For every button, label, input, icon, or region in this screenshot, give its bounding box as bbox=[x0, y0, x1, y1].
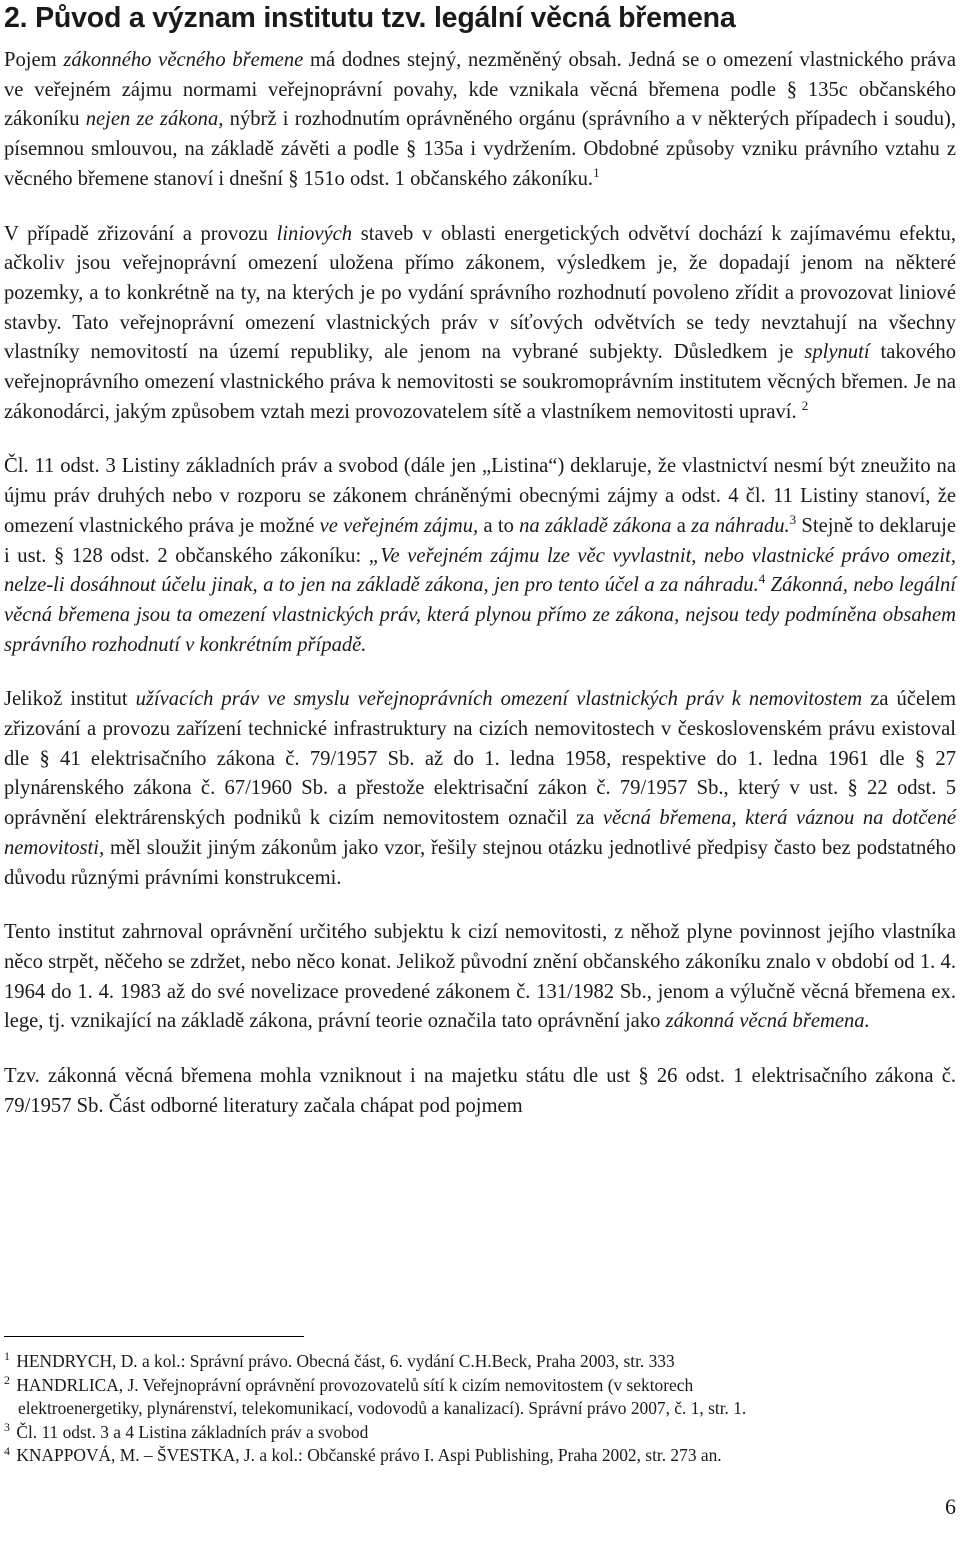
text-run: V případě zřizování a provozu bbox=[4, 222, 277, 245]
page-number: 6 bbox=[945, 1494, 956, 1519]
footnote-4 bbox=[4, 1444, 956, 1468]
italic-run: liniových bbox=[276, 222, 353, 245]
text-run: staveb v oblasti energetických odvětví dochází k zajímavému efektu, ačkoliv jsou veřejnoprávní omezení uložena přímo zákonem, výsledkem je, že dopadají jenom na některé pozemky, a to konkrétně na ty, na kterých je po vydání správního rozhodnutí povoleno zřídit a provozovat liniové stavby. Tato veřejnoprávní omezení vlastnických práv v síťových odvětvích se tedy nevztahují na všechny vlastníky nemovitostí na území republiky, ale jenom na vybrané subjekty. Důsledkem je bbox=[4, 222, 956, 364]
italic-run: nejen ze zákona, bbox=[85, 108, 224, 131]
italic-run: zákonná věcná břemena. bbox=[665, 1010, 870, 1033]
footnote-text: HENDRYCH, D. a kol.: Správní právo. Obecná část, 6. vydání C.H.Beck, Praha 2003, str. 333 bbox=[16, 1351, 675, 1371]
text-run: Tzv. zákonná věcná břemena mohla vzniknout i na majetku státu dle ust § 26 odst. 1 elektrisačního zákona č. 79/1957 Sb. Část odborné literatury začala chápat pod pojmem bbox=[4, 1065, 956, 1117]
italic-run: užívacích práv ve smyslu veřejnoprávních omezení vlastnických práv k nemovitostem bbox=[135, 688, 863, 711]
footnote-divider bbox=[4, 1336, 304, 1337]
footnote-1 bbox=[4, 1350, 956, 1374]
italic-run: na základě zákona bbox=[519, 514, 672, 537]
footnote-text: Čl. 11 odst. 3 a 4 Listina základních práv a svobod bbox=[16, 1421, 369, 1442]
footnote-2 bbox=[4, 1374, 956, 1421]
italic-run: splynutí bbox=[804, 341, 870, 364]
paragraph-2 bbox=[4, 220, 956, 428]
text-run: Jelikož institut bbox=[4, 688, 136, 711]
footnote-text: HANDRLICA, J. Veřejnoprávní oprávnění provozovatelů sítí k cizím nemovitostem (v sektorech bbox=[16, 1374, 694, 1395]
paragraph-6 bbox=[4, 1062, 956, 1121]
text-run: Stejně to deklaruje i ust. § 128 odst. 2 občanského zákoníku: bbox=[4, 514, 957, 567]
footnote-ref[interactable]: 4 bbox=[758, 571, 766, 587]
paragraph-1 bbox=[4, 46, 956, 195]
text-run: Pojem bbox=[4, 49, 64, 71]
italic-run: ve veřejném zájmu, bbox=[319, 514, 479, 537]
italic-run: věcná břemena, která váznou na dotčené nemovitosti, bbox=[4, 807, 957, 859]
footnote-text: KNAPPOVÁ, M. – ŠVESTKA, J. a kol.: Občanské právo I. Aspi Publishing, Praha 2002, str. 273 an. bbox=[16, 1445, 722, 1466]
footnote-3 bbox=[4, 1421, 956, 1445]
paragraph-4 bbox=[4, 685, 956, 893]
footnote-number: 4 bbox=[4, 1443, 10, 1458]
section-heading: 2. Původ a význam institutu tzv. legální věcná břemena bbox=[4, 2, 736, 34]
footnotes bbox=[4, 1350, 956, 1468]
paragraph-3 bbox=[4, 452, 956, 660]
text-run: za účelem zřizování a provozu zařízení technické infrastruktury na cizích nemovitostech v československém právu existoval dle § 41 elektrisačního zákona č. 79/1957 Sb. až do 1. ledna 1958, respektive do 1. ledna 1961 dle § 27 plynárenského zákona č. 67/1960 Sb. a přestože elektrisační zákon č. 79/1957 Sb., který v ust. § 22 odst. 5 oprávnění elektrárenských podniků k cizím nemovitostem označil za bbox=[4, 688, 956, 830]
text-run: Tento institut zahrnoval oprávnění určitého subjektu k cizí nemovitosti, z něhož plyne povinnost jejího vlastníka něco strpět, něčeho se zdržet, nebo něco konat. Jelikož původní znění občanského zákoníku znalo v období od 1. 4. 1964 do 1. 4. 1983 až do své novelizace provedené zákonem č. 131/1982 Sb., jenom a výlučně věcná břemena ex. lege, tj. vznikající na základě zákona, právní teorie označila tato oprávnění jako bbox=[4, 921, 956, 1033]
footnote-ref[interactable]: 1 bbox=[593, 164, 600, 180]
footnote-number: 3 bbox=[4, 1419, 10, 1434]
footnote-ref[interactable]: 3 bbox=[789, 511, 797, 527]
text-run: a bbox=[671, 514, 692, 537]
text-run: nýbrž i rozhodnutím oprávněného orgánu (správního a v některých případech i soudu), písemnou smlouvou, na základě závěti a podle § 135a i vydržením. Obdobné způsoby vzniku právního vztahu z věcného břemene stanoví i dnešní § 151o odst. 1 občanského zákoníku. bbox=[4, 108, 956, 190]
italic-run: Zákonná, nebo legální věcná břemena jsou ta omezení vlastnických práv, která plynou přímo ze zákona, nejsou tedy podmíněna obsahem správního rozhodnutí v konkrétním případě. bbox=[4, 574, 956, 656]
italic-run: „Ve veřejném zájmu lze věc vyvlastnit, nebo vlastnické právo omezit, nelze-li dosáhnout účelu jinak, a to jen na základě zákona, jen pro tento účel a za náhradu. bbox=[4, 544, 956, 597]
text-run: Čl. 11 odst. 3 Listiny základních práv a svobod (dále jen „Listina“) deklaruje, že vlastnictví nesmí být zneužito na újmu práv druhých nebo v rozporu se zákonem chráněnými obecnými zájmy a odst. 4 čl. 11 Listiny stanoví, že omezení vlastnického práva je možné bbox=[4, 455, 956, 537]
italic-run: za náhradu. bbox=[691, 514, 790, 537]
text-run: měl sloužit jiným zákonům jako vzor, řešily stejnou otázku jednotlivé předpisy často bez podstatného důvodu různými právními konstrukcemi. bbox=[4, 836, 956, 889]
text-run: a to bbox=[478, 514, 520, 537]
body-text bbox=[4, 46, 956, 1147]
footnote-number: 1 bbox=[4, 1349, 10, 1364]
paragraph-5 bbox=[4, 918, 956, 1037]
italic-run: zákonného věcného břemene bbox=[63, 49, 304, 71]
text-run: takového veřejnoprávního omezení vlastnického práva k nemovitosti se soukromoprávním institutem věcných břemen. Je na zákonodárci, jakým způsobem vztah mezi provozovatelem sítě a vlastníkem nemovitosti upraví. bbox=[4, 341, 956, 423]
footnote-number: 2 bbox=[4, 1372, 10, 1387]
footnote-ref[interactable]: 2 bbox=[801, 397, 809, 413]
text-run: má dodnes stejný, nezměněný obsah. Jedná se o omezení vlastnického práva ve veřejném zájmu normami veřejnoprávní povahy, kde vznikala věcná břemena podle § 135c občanského zákoníku bbox=[4, 49, 956, 131]
footnote-text-continued: elektroenergetiky, plynárenství, telekomunikací, vodovodů a kanalizací). Správní právo 2007, č. 1, str. 1. bbox=[18, 1398, 747, 1419]
